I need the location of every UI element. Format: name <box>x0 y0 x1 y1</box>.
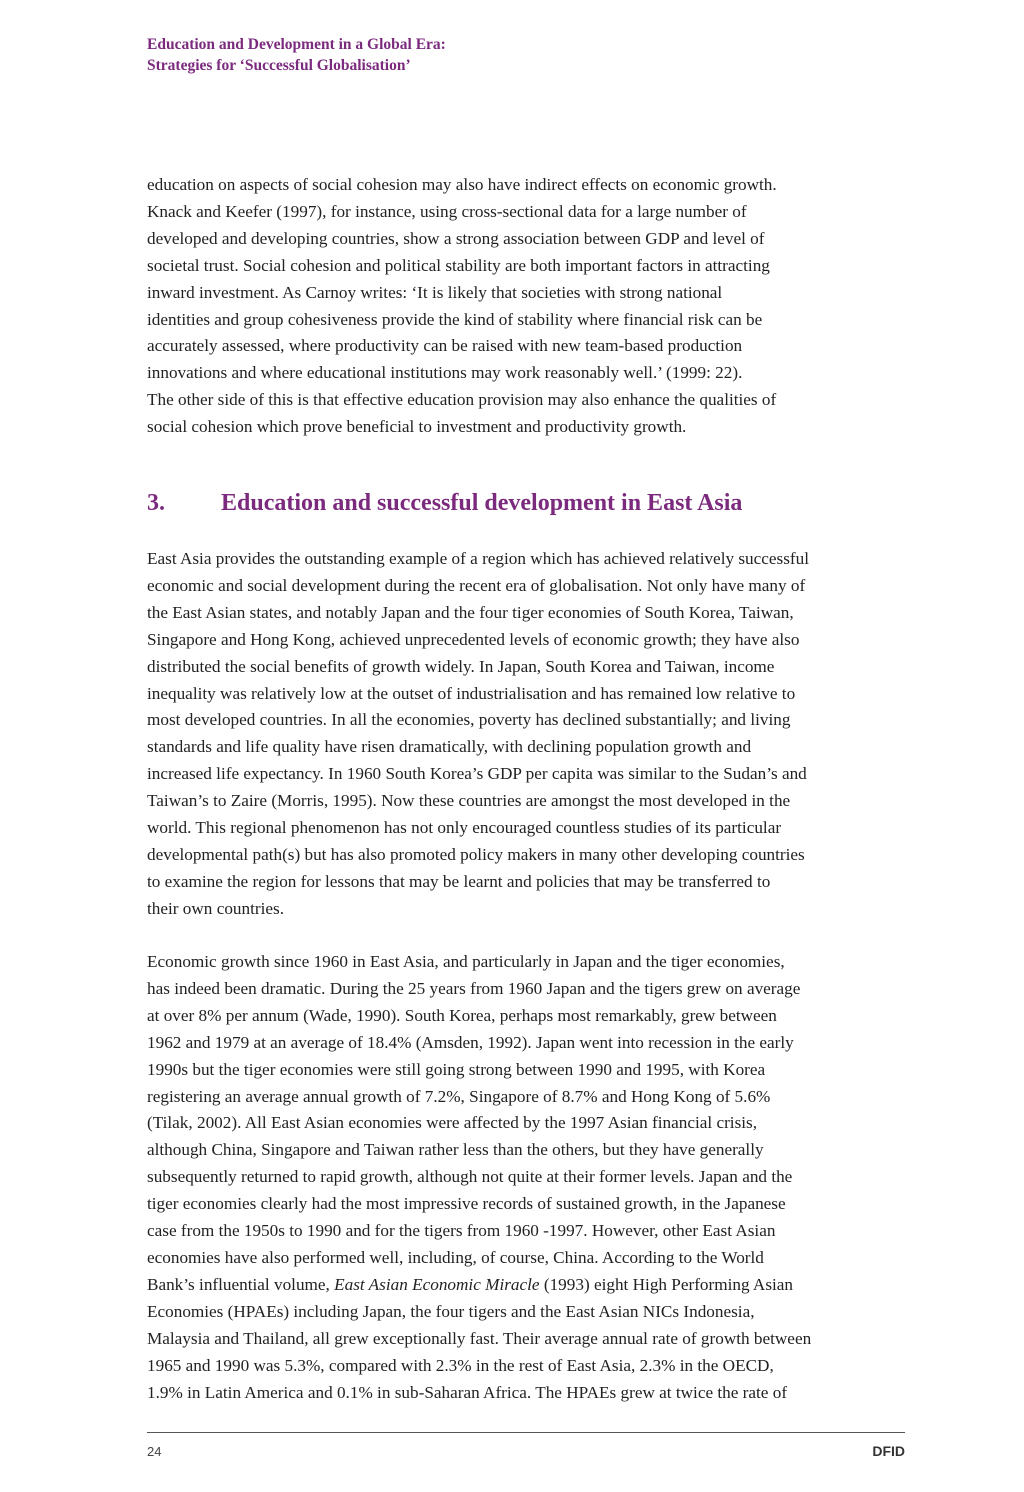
text-segment: Bank’s influential volume, <box>147 1274 335 1294</box>
text-line: Singapore and Hong Kong, achieved unprecedented levels of economic growth; they have also <box>147 629 800 649</box>
publisher-name: DFID <box>872 1443 905 1459</box>
running-header-line-2: Strategies for ‘Successful Globalisation’ <box>147 57 411 74</box>
text-line: education on aspects of social cohesion may also have indirect effects on economic growth. <box>147 175 777 194</box>
text-line: the East Asian states, and notably Japan and the four tiger economies of South Korea, Taiwan, <box>147 602 794 622</box>
text-line: economic and social development during the recent era of globalisation. Not only have many of <box>147 575 806 595</box>
paragraph-east-asia-overview <box>147 546 917 923</box>
text-line: (Tilak, 2002). All East Asian economies were affected by the 1997 Asian financial crisis, <box>147 1113 758 1133</box>
text-line: registering an average annual growth of 7.2%, Singapore of 8.7% and Hong Kong of 5.6% <box>147 1086 771 1106</box>
text-line: Economic growth since 1960 in East Asia, and particularly in Japan and the tiger economies, <box>147 952 785 971</box>
section-number: 3. <box>147 490 165 516</box>
text-line-with-title <box>147 1272 917 1299</box>
footer-divider <box>147 1432 905 1433</box>
paragraph-economic-growth <box>147 949 917 1406</box>
running-header <box>147 34 446 76</box>
text-line: 1990s but the tiger economies were still going strong between 1990 and 1995, with Korea <box>147 1059 766 1079</box>
text-line: societal trust. Social cohesion and political stability are both important factors in attracting <box>147 255 770 275</box>
text-line: tiger economies clearly had the most impressive records of sustained growth, in the Japanese <box>147 1194 786 1214</box>
text-line: although China, Singapore and Taiwan rather less than the others, but they have generally <box>147 1140 764 1160</box>
text-line: to examine the region for lessons that may be learnt and policies that may be transferred to <box>147 871 771 891</box>
section-heading <box>147 488 742 518</box>
text-line: Taiwan’s to Zaire (Morris, 1995). Now these countries are amongst the most developed in the <box>147 791 791 811</box>
section-title: Education and successful development in East Asia <box>221 490 743 516</box>
text-line: accurately assessed, where productivity can be raised with new team-based production <box>147 336 743 356</box>
text-line: economies have also performed well, including, of course, China. According to the World <box>147 1247 764 1267</box>
text-line: 1.9% in Latin America and 0.1% in sub-Saharan Africa. The HPAEs grew at twice the rate of <box>147 1382 788 1402</box>
text-line: East Asia provides the outstanding example of a region which has achieved relatively successful <box>147 549 809 568</box>
text-line: inequality was relatively low at the outset of industrialisation and has remained low relative to <box>147 683 796 703</box>
text-line: developmental path(s) but has also promoted policy makers in many other developing countries <box>147 844 805 864</box>
text-line: at over 8% per annum (Wade, 1990). South Korea, perhaps most remarkably, grew between <box>147 1005 777 1025</box>
text-line: subsequently returned to rapid growth, although not quite at their former levels. Japan and the <box>147 1167 793 1187</box>
text-line: most developed countries. In all the economies, poverty has declined substantially; and living <box>147 710 791 730</box>
running-header-line-1: Education and Development in a Global Era: <box>147 36 446 53</box>
text-line: world. This regional phenomenon has not only encouraged countless studies of its particular <box>147 818 782 838</box>
paragraph-social-cohesion <box>147 172 917 441</box>
text-line: Malaysia and Thailand, all grew exceptionally fast. Their average annual rate of growth between <box>147 1328 812 1348</box>
text-line: their own countries. <box>147 898 284 918</box>
text-line: Knack and Keefer (1997), for instance, using cross-sectional data for a large number of <box>147 201 747 221</box>
text-line: has indeed been dramatic. During the 25 years from 1960 Japan and the tigers grew on average <box>147 978 801 998</box>
text-line: identities and group cohesiveness provide the kind of stability where financial risk can be <box>147 309 763 329</box>
text-line: social cohesion which prove beneficial to investment and productivity growth. <box>147 417 687 437</box>
text-line: distributed the social benefits of growth widely. In Japan, South Korea and Taiwan, income <box>147 656 775 676</box>
text-line: inward investment. As Carnoy writes: ‘It is likely that societies with strong national <box>147 282 723 302</box>
text-line: The other side of this is that effective education provision may also enhance the qualities of <box>147 390 777 410</box>
text-line: increased life expectancy. In 1960 South Korea’s GDP per capita was similar to the Sudan’s and <box>147 764 807 784</box>
text-line: developed and developing countries, show a strong association between GDP and level of <box>147 228 765 248</box>
page-number: 24 <box>147 1444 162 1459</box>
text-line: 1962 and 1979 at an average of 18.4% (Amsden, 1992). Japan went into recession in the early <box>147 1032 794 1052</box>
book-title: East Asian Economic Miracle <box>334 1274 540 1294</box>
text-line: innovations and where educational institutions may work reasonably well.’ (1999: 22). <box>147 363 743 383</box>
text-line: Economies (HPAEs) including Japan, the four tigers and the East Asian NICs Indonesia, <box>147 1301 755 1321</box>
text-line: standards and life quality have risen dramatically, with declining population growth and <box>147 737 752 757</box>
text-line: 1965 and 1990 was 5.3%, compared with 2.3% in the rest of East Asia, 2.3% in the OECD, <box>147 1355 774 1375</box>
text-segment: (1993) eight High Performing Asian <box>539 1274 794 1294</box>
text-line: case from the 1950s to 1990 and for the tigers from 1960 -1997. However, other East Asian <box>147 1221 776 1241</box>
